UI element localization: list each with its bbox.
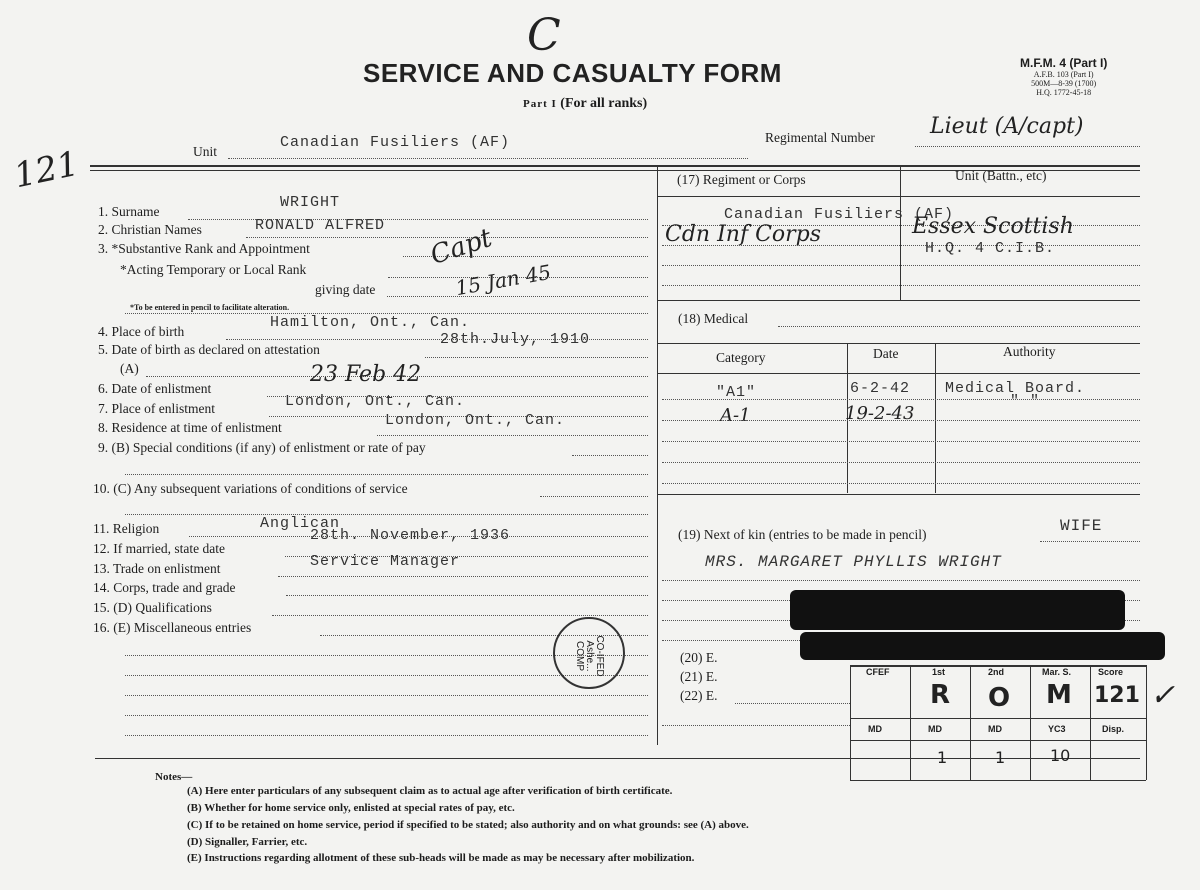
field-label: 2. Christian Names [98, 222, 202, 237]
score-value-mars: M [1046, 680, 1072, 710]
score-header-cfef: CFEF [866, 667, 890, 677]
field-label: 12. If married, state date [93, 541, 225, 556]
score-header-score: Score [1098, 667, 1124, 677]
checkmark-icon: ✓ [1150, 678, 1176, 713]
medical-row-category: "A1" [716, 384, 757, 401]
medical-header-category: Category [716, 350, 766, 365]
field-label: giving date [315, 282, 376, 297]
score-header-md: MD [988, 724, 1002, 734]
score-value-1st: R [930, 680, 951, 710]
field-label: 5. Date of birth as declared on attestation [98, 342, 320, 357]
score-header-yc3: YC3 [1048, 724, 1066, 734]
note-b: (B) Whether for home service only, enlisted at special rates of pay, etc. [187, 802, 515, 814]
trade-value: Service Manager [310, 553, 461, 570]
medical-header-authority: Authority [1003, 344, 1056, 359]
field-label: *Acting Temporary or Local Rank [120, 262, 307, 277]
afb-code: A.F.B. 103 (Part I) [1033, 70, 1094, 79]
medical-row-date: 6-2-42 [850, 380, 911, 397]
christian-names-value: RONALD ALFRED [255, 217, 386, 234]
subtitle-part: Part I [523, 98, 557, 110]
medical-row-authority: " " [1010, 393, 1041, 410]
field-label: 8. Residence at time of enlistment [98, 420, 282, 435]
unit-value: Canadian Fusiliers (AF) [280, 134, 511, 151]
regimental-number-value: Lieut (A/capt) [930, 114, 1084, 139]
field-label: 15. (D) Qualifications [93, 600, 212, 615]
score-header-2nd: 2nd [988, 667, 1005, 677]
field-label: 10. (C) Any subsequent variations of conditions of service [93, 481, 408, 496]
redaction-bar [800, 632, 1165, 660]
note-e: (E) Instructions regarding allotment of these sub-heads will be made as may be necessary after mobilization. [187, 852, 695, 864]
unit-battn-label: Unit (Battn., etc) [955, 168, 1047, 183]
religion-value: Anglican [260, 515, 341, 532]
score-value-score: 121 [1094, 683, 1140, 708]
margin-number: 121 [10, 143, 83, 197]
note-a: (A) Here enter particulars of any subsequent claim as to actual age after verification of birth certificate. [187, 785, 673, 797]
regiment-entry-1: Canadian Fusiliers (AF) [724, 206, 955, 223]
medical-row-date: 19-2-43 [845, 403, 915, 424]
regimental-number-label: Regimental Number [765, 130, 875, 145]
redaction-bar [790, 590, 1125, 630]
form-code: M.F.M. 4 (Part I) [1020, 56, 1108, 70]
surname-value: WRIGHT [280, 194, 341, 211]
regiment-entry-3: H.Q. 4 C.I.B. [925, 240, 1056, 257]
score-value-2nd: O [988, 683, 1011, 713]
medical-header-date: Date [873, 346, 899, 361]
pencil-note: *To be entered in pencil to facilitate alteration. [130, 303, 290, 312]
notes-heading: Notes— [155, 771, 193, 783]
regiment-label: (17) Regiment or Corps [677, 172, 806, 187]
score-header-mars: Mar. S. [1042, 667, 1072, 677]
place-of-enlistment-value: London, Ont., Can. [285, 393, 466, 410]
residence-value: London, Ont., Can. [385, 412, 566, 429]
enlistment-date-value: 23 Feb 42 [310, 362, 422, 387]
date-of-birth-value: 28th.July, 1910 [440, 331, 591, 348]
form-code-block [1020, 56, 1107, 97]
medical-row-authority: Medical Board. [945, 380, 1086, 397]
print-code-2: H.Q. 1772-45-18 [1036, 88, 1092, 97]
field-label: 3. *Substantive Rank and Appointment [98, 241, 310, 256]
stamp-text: CO-IFED Ashe... COMP [574, 635, 605, 677]
score-header-md: MD [868, 724, 882, 734]
form-subtitle [523, 96, 647, 112]
place-of-birth-value: Hamilton, Ont., Can. [270, 314, 471, 331]
score-value-yc3: 10 [1050, 746, 1071, 765]
next-of-kin-label: (19) Next of kin (entries to be made in pencil) [678, 527, 927, 542]
note-c: (C) If to be retained on home service, period if specified to be stated; also authority and on what grounds: see (A) above. [187, 819, 749, 831]
e-field-22: (22) E. [680, 688, 718, 703]
regiment-corps-entry: Cdn Inf Corps [665, 222, 822, 247]
field-label: (A) [120, 361, 139, 376]
field-label: 6. Date of enlistment [98, 381, 212, 396]
field-label: 1. Surname [98, 204, 160, 219]
score-header-1st: 1st [932, 667, 946, 677]
note-d: (D) Signaller, Farrier, etc. [187, 836, 308, 848]
medical-row-category: A-1 [720, 405, 751, 426]
field-label: 7. Place of enlistment [98, 401, 215, 416]
field-label: 14. Corps, trade and grade [93, 580, 236, 595]
marriage-date-value: 28th. November, 1936 [310, 527, 511, 544]
official-stamp [553, 617, 625, 689]
field-label: 11. Religion [93, 521, 160, 536]
score-header-disp: Disp. [1102, 724, 1125, 734]
medical-label: (18) Medical [678, 311, 749, 326]
regiment-unit-entry: Essex Scottish [912, 214, 1074, 239]
score-value-md-1: 1 [937, 748, 948, 767]
rank-value: Capt [426, 223, 496, 271]
field-label: 13. Trade on enlistment [93, 561, 221, 576]
unit-label: Unit [193, 144, 218, 159]
e-field-21: (21) E. [680, 669, 718, 684]
acting-rank-date-value: 15 Jan 45 [453, 259, 553, 301]
next-of-kin-relation: WIFE [1060, 517, 1103, 535]
next-of-kin-name: MRS. MARGARET PHYLLIS WRIGHT [705, 553, 1002, 571]
field-label: 4. Place of birth [98, 324, 185, 339]
field-label: 9. (B) Special conditions (if any) of enlistment or rate of pay [98, 440, 426, 455]
form-title: SERVICE AND CASUALTY FORM [363, 58, 782, 88]
print-code-1: 500M—8-39 (1700) [1031, 79, 1097, 88]
score-header-md: MD [928, 724, 942, 734]
e-field-20: (20) E. [680, 650, 718, 665]
field-label: 16. (E) Miscellaneous entries [93, 620, 252, 635]
top-mark: C [527, 10, 561, 61]
subtitle-rest: (For all ranks) [560, 96, 648, 111]
score-value-md-2: 1 [995, 748, 1006, 767]
